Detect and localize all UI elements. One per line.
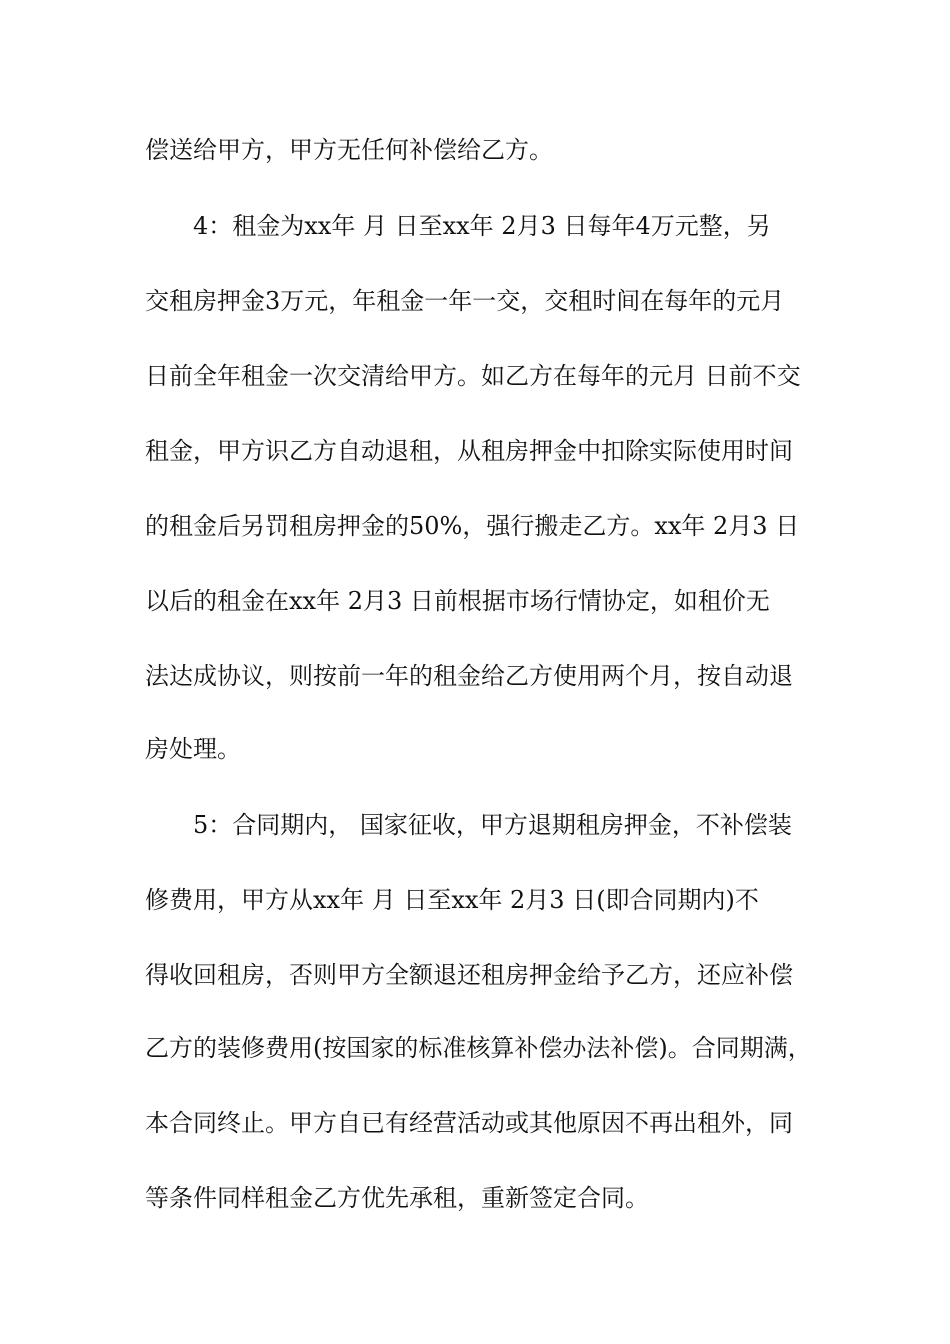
text-line: 得收回租房，否则甲方全额退还租房押金给予乙方，还应补偿: [145, 961, 793, 989]
text-line: 法达成协议，则按前一年的租金给乙方使用两个月，按自动退: [145, 662, 793, 690]
text-line: 租金，甲方识乙方自动退租，从租房押金中扣除实际使用时间: [145, 437, 793, 465]
text-line: 日前全年租金一次交清给甲方。如乙方在每年的元月 日前不交: [145, 362, 801, 390]
text-line: 交租房押金3万元，年租金一年一交，交租时间在每年的元月: [145, 287, 785, 315]
text-line: 修费用，甲方从xx年 月 日至xx年 2月3 日(即合同期内)不: [145, 886, 759, 914]
paragraph-5-start: 5：合同期内， 国家征收，甲方退期租房押金，不补偿装: [193, 811, 792, 839]
text-line: 的租金后另罚租房押金的50%，强行搬走乙方。xx年 2月3 日: [145, 512, 800, 540]
text-line: 房处理。: [145, 735, 241, 763]
text-line: 本合同终止。甲方自已有经营活动或其他原因不再出租外，同: [145, 1109, 793, 1137]
text-line: 乙方的装修费用(按国家的标准核算补偿办法补偿)。合同期满，: [145, 1034, 812, 1062]
text-line: 偿送给甲方，甲方无任何补偿给乙方。: [145, 136, 553, 164]
text-line: 等条件同样租金乙方优先承租，重新签定合同。: [145, 1184, 649, 1212]
text-line: 以后的租金在xx年 2月3 日前根据市场行情协定，如租价无: [145, 587, 770, 615]
paragraph-4-start: 4：租金为xx年 月 日至xx年 2月3 日每年4万元整，另: [193, 212, 771, 240]
